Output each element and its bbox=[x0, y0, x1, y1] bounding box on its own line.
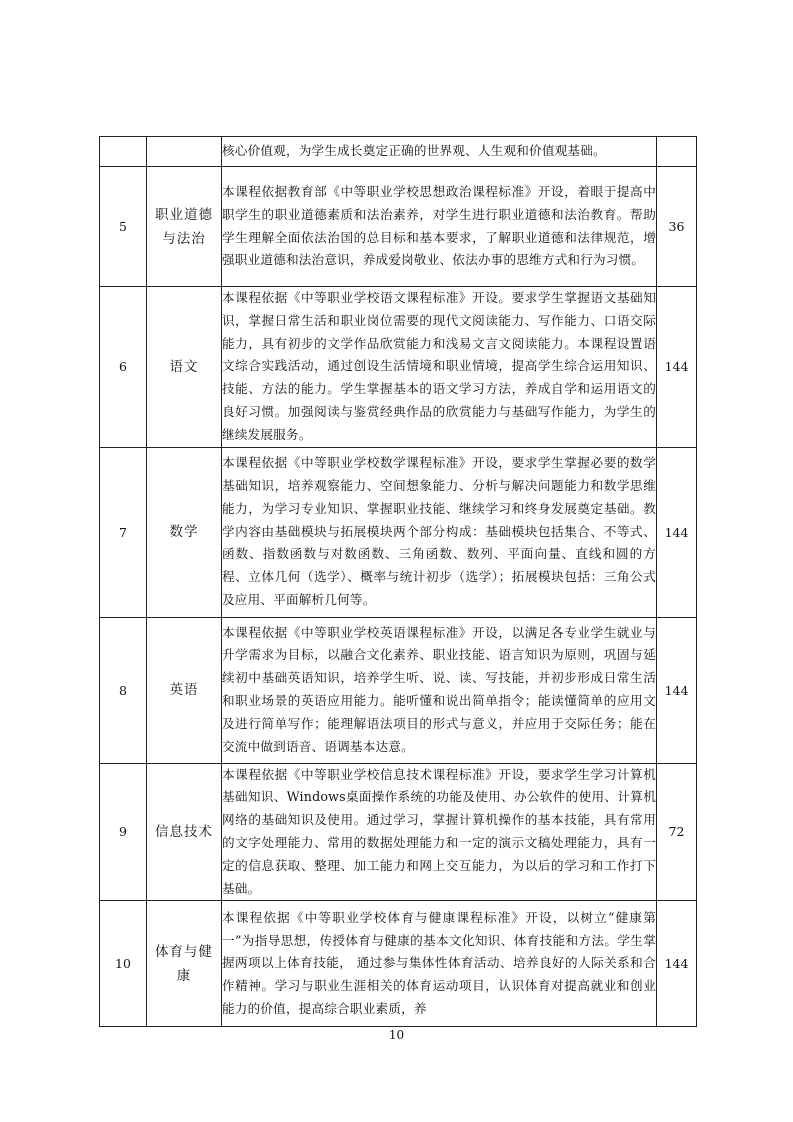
table-row bbox=[100, 137, 697, 167]
course-description: 本课程依据《中等职业学校语文课程标准》开设。要求学生掌握语文基础知识，掌握日常生活和职业岗位需要的现代文阅读能力、写作能力、口语交际能力，具有初步的文学作品欣赏能力和浅易文言文阅读能力。本课程设置语文综合实践活动，通过创设生活情境和职业情境，提高学生综合运用知识、技能、方法的能力。学生掌握基本的语文学习方法，养成自学和运用语文的良好习惯。加强阅读与鉴赏经典作品的欣赏能力与基础写作能力，为学生的继续发展服务。 bbox=[222, 287, 657, 448]
course-table bbox=[99, 136, 697, 1027]
course-description: 本课程依据《中等职业学校信息技术课程标准》开设，要求学生学习计算机基础知识、Windows桌面操作系统的功能及使用、办公软件的使用、计算机网络的基础知识及使用。通过学习，掌握计算机操作的基本技能，具有常用的文字处理能力、常用的数据处理能力和一定的演示文稿处理能力，具有一定的信息获取、整理、加工能力和网上交互能力，为以后的学习和工作打下基础。 bbox=[222, 763, 657, 901]
course-description: 本课程依据《中等职业学校英语课程标准》开设，以满足各专业学生就业与升学需求为目标，以融合文化素养、职业技能、语言知识为原则，巩固与延续初中基础英语知识，培养学生听、说、读、写技能，并初步形成日常生活和职业场景的英语应用能力。能听懂和说出简单指令；能读懂简单的应用文及进行简单写作；能理解语法项目的形式与意义，并应用于交际任务；能在交流中做到语音、语调基本达意。 bbox=[222, 617, 657, 763]
course-number: 6 bbox=[100, 287, 147, 448]
table-row bbox=[100, 901, 697, 1027]
course-name: 体育与健康 bbox=[147, 901, 222, 1027]
course-number: 10 bbox=[100, 901, 147, 1027]
course-number: 7 bbox=[100, 447, 147, 617]
course-hours: 144 bbox=[657, 901, 697, 1027]
course-hours: 144 bbox=[657, 617, 697, 763]
course-number: 8 bbox=[100, 617, 147, 763]
course-hours bbox=[657, 137, 697, 167]
page-number: 10 bbox=[388, 1028, 405, 1042]
course-description: 本课程依据教育部《中等职业学校思想政治课程标准》开设，着眼于提高中职学生的职业道德素质和法治素养，对学生进行职业道德和法治教育。帮助学生理解全面依法治国的总目标和基本要求，了解职业道德和法律规范，增强职业道德和法治意识，养成爱岗敬业、依法办事的思维方式和行为习惯。 bbox=[222, 167, 657, 287]
course-name: 职业道德与法治 bbox=[147, 167, 222, 287]
course-hours: 144 bbox=[657, 447, 697, 617]
course-hours: 72 bbox=[657, 763, 697, 901]
course-name: 语文 bbox=[147, 287, 222, 448]
table-row bbox=[100, 287, 697, 448]
course-name: 数学 bbox=[147, 447, 222, 617]
course-description: 本课程依据《中等职业学校体育与健康课程标准》开设，以树立“健康第一”为指导思想，传授体育与健康的基本文化知识、体育技能和方法。学生掌握两项以上体育技能， 通过参与集体性体育活动、培养良好的人际关系和合作精神。学习与职业生涯相关的体育运动项目，认识体育对提高就业和创业能力的价值，提高综合职业素质，养 bbox=[222, 901, 657, 1027]
course-name bbox=[147, 137, 222, 167]
course-hours: 144 bbox=[657, 287, 697, 448]
course-name: 英语 bbox=[147, 617, 222, 763]
course-name: 信息技术 bbox=[147, 763, 222, 901]
table-row bbox=[100, 617, 697, 763]
table-row bbox=[100, 763, 697, 901]
table-row bbox=[100, 447, 697, 617]
course-description: 本课程依据《中等职业学校数学课程标准》开设，要求学生掌握必要的数学基础知识，培养观察能力、空间想象能力、分析与解决问题能力和数学思维能力，为学习专业知识、掌握职业技能、继续学习和终身发展奠定基础。教学内容由基础模块与拓展模块两个部分构成：基础模块包括集合、不等式、函数、指数函数与对数函数、三角函数、数列、平面向量、直线和圆的方程、立体几何（选学）、概率与统计初步（选学）；拓展模块包括：三角公式及应用、平面解析几何等。 bbox=[222, 447, 657, 617]
course-number: 9 bbox=[100, 763, 147, 901]
course-number: 5 bbox=[100, 167, 147, 287]
course-hours: 36 bbox=[657, 167, 697, 287]
course-description: 核心价值观，为学生成长奠定正确的世界观、人生观和价值观基础。 bbox=[222, 137, 657, 167]
course-number bbox=[100, 137, 147, 167]
table-row bbox=[100, 167, 697, 287]
